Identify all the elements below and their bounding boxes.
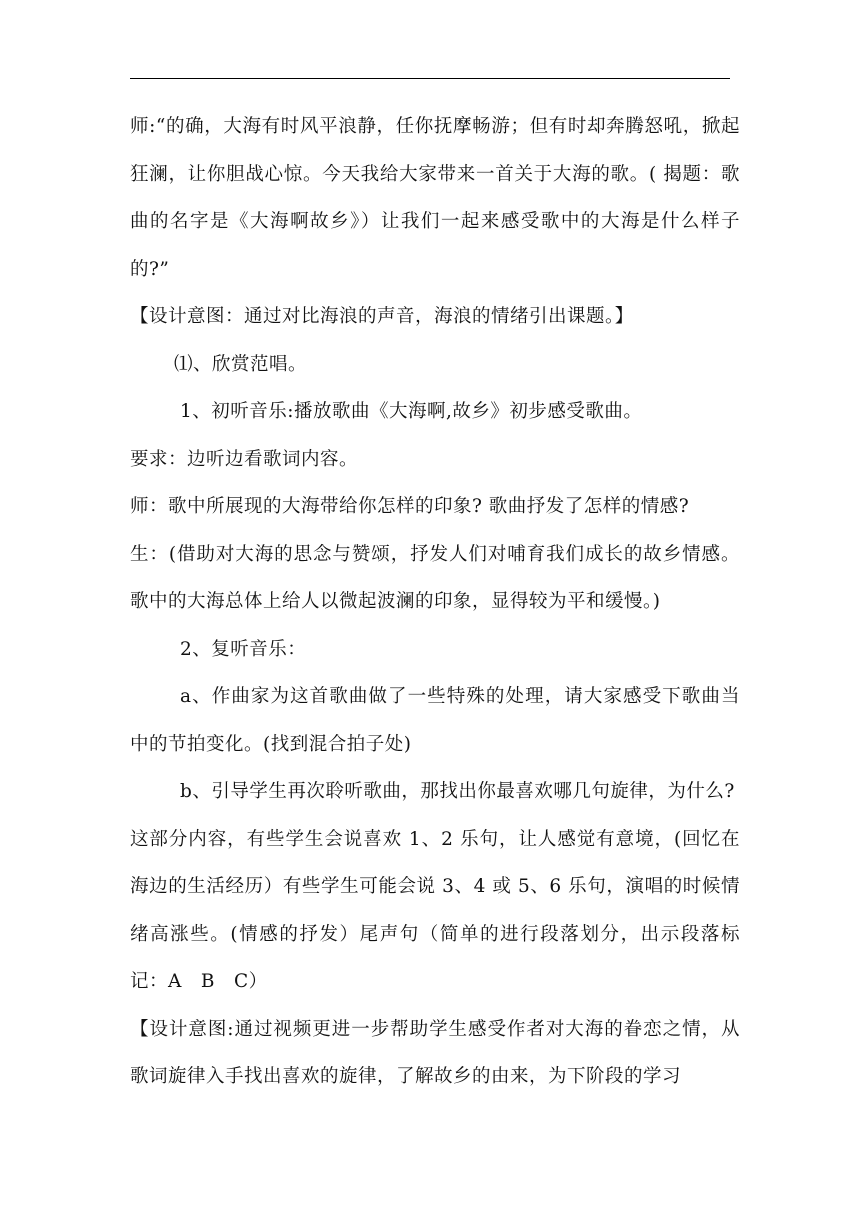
section-appreciate-heading: ⑴、欣赏范唱。 — [174, 353, 308, 375]
header-rule — [130, 78, 730, 79]
discussion-paragraph: 这部分内容，有些学生会说喜欢 1、2 乐句，让人感觉有意境，(回忆在海边的生活经历）有些学生可能会说 3、4 或 5、6 乐句，演唱的时候情绪高涨些。(情感的抒发）尾声句（简单的进行段落划分，出示段落标记：A B C） — [130, 828, 740, 992]
design-intent-1: 【设计意图：通过对比海浪的声音，海浪的情绪引出课题。】 — [130, 306, 634, 327]
step-a-meter: a、作曲家为这首歌曲做了一些特殊的处理，请大家感受下歌曲当中的节拍变化。(找到混合拍子处) — [130, 686, 740, 755]
student-answer: 生：(借助对大海的思念与赞颂，抒发人们对哺育我们成长的故乡情感。歌中的大海总体上给人以微起波澜的印象，显得较为平和缓慢。) — [130, 543, 740, 612]
step-first-listen: 1、初听音乐:播放歌曲《大海啊,故乡》初步感受歌曲。 — [180, 401, 643, 422]
requirement-line: 要求：边听边看歌词内容。 — [130, 448, 359, 470]
design-intent-2: 【设计意图:通过视频更进一步帮助学生感受作者对大海的眷恋之情，从歌词旋律入手找出喜欢的旋律，了解故乡的由来，为下阶段的学习 — [130, 1018, 740, 1087]
teacher-question: 师：歌中所展现的大海带给你怎样的印象? 歌曲抒发了怎样的情感? — [130, 496, 690, 517]
step-b-favorite: b、引导学生再次聆听歌曲，那找出你最喜欢哪几句旋律，为什么? — [180, 781, 735, 802]
document-body — [130, 103, 740, 1101]
teacher-intro-paragraph: 师:“的确，大海有时风平浪静，任你抚摩畅游；但有时却奔腾怒吼，掀起狂澜，让你胆战心惊。今天我给大家带来一首关于大海的歌。( 揭题：歌曲的名字是《大海啊故乡》）让我们一起来感受歌中的大海是什么样子的?” — [130, 116, 740, 280]
step-second-listen: 2、复听音乐： — [180, 638, 307, 660]
